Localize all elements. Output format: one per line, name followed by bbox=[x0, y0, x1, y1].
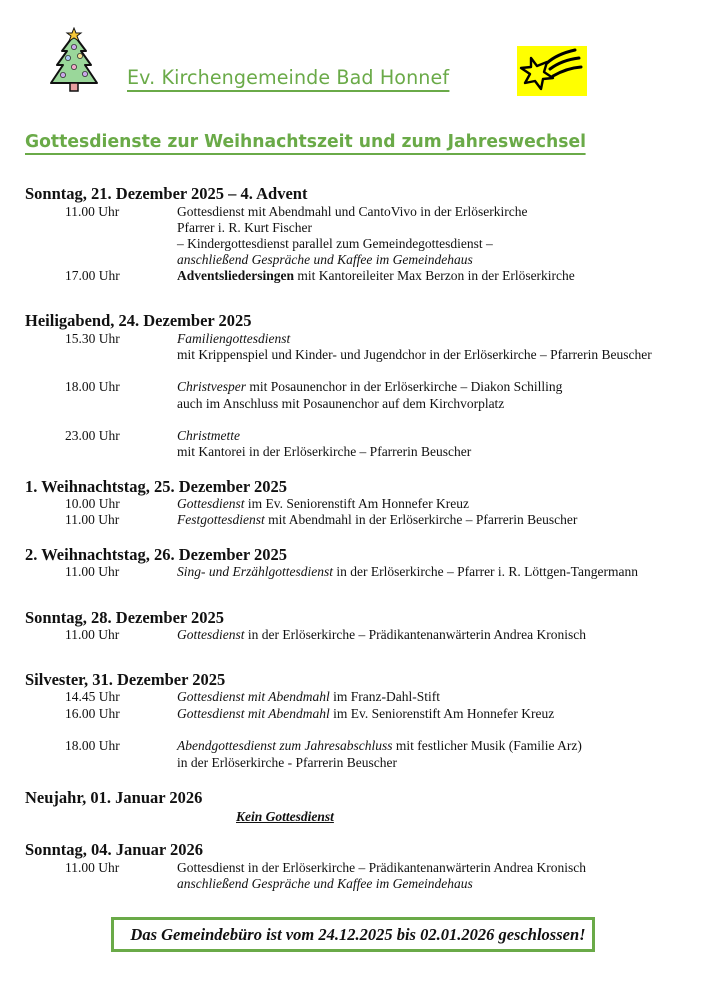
office-closed-notice bbox=[111, 917, 595, 952]
service-time: 18.00 Uhr bbox=[65, 379, 120, 394]
service-description: mit festlicher Musik (Familie Arz) bbox=[392, 738, 582, 753]
service-description: in der Erlöserkirche – Pfarrer i. R. Löttgen-Tangermann bbox=[333, 564, 638, 579]
service-description-italic: Gottesdienst bbox=[177, 496, 245, 511]
service-description-italic: Christmette bbox=[177, 428, 240, 443]
day-heading: 2. Weihnachtstag, 26. Dezember 2025 bbox=[25, 545, 287, 564]
service-description-bold: Adventsliedersingen bbox=[177, 268, 295, 283]
day-heading: Neujahr, 01. Januar 2026 bbox=[25, 788, 203, 807]
service-time: 11.00 Uhr bbox=[65, 860, 120, 875]
service-time: 10.00 Uhr bbox=[65, 496, 120, 511]
service-description-italic: Abendgottesdienst zum Jahresabschluss bbox=[177, 738, 393, 753]
service-time: 18.00 Uhr bbox=[65, 738, 120, 753]
service-description-italic: Familiengottesdienst bbox=[177, 331, 291, 346]
service-description-italic: anschließend Gespräche und Kaffee im Gemeindehaus bbox=[177, 876, 473, 891]
service-description-italic: Gottesdienst mit Abendmahl bbox=[177, 706, 330, 721]
service-description-italic: Sing- und Erzählgottesdienst bbox=[177, 564, 333, 579]
service-description: im Ev. Seniorenstift Am Honnefer Kreuz bbox=[244, 496, 469, 511]
service-description: Gottesdienst mit Abendmahl und CantoVivo in der Erlöserkirche bbox=[177, 204, 528, 219]
day-heading: Sonntag, 28. Dezember 2025 bbox=[25, 608, 225, 627]
service-description: Pfarrer i. R. Kurt Fischer bbox=[177, 220, 312, 235]
notice-text: Das Gemeindebüro ist vom 24.12.2025 bis 02.01.2026 geschlossen! bbox=[130, 924, 586, 944]
day-heading: Sonntag, 04. Januar 2026 bbox=[25, 840, 204, 859]
service-time: 11.00 Uhr bbox=[65, 512, 120, 527]
service-description: in der Erlöserkirche – Prädikantenanwärterin Andrea Kronisch bbox=[244, 627, 587, 642]
service-description-italic: Christvesper bbox=[177, 379, 246, 394]
service-time: 11.00 Uhr bbox=[65, 627, 120, 642]
service-time: 14.45 Uhr bbox=[65, 689, 120, 704]
organization-title: Ev. Kirchengemeinde Bad Honnef bbox=[127, 66, 449, 92]
service-description: im Ev. Seniorenstift Am Honnefer Kreuz bbox=[329, 706, 555, 721]
service-time: 15.30 Uhr bbox=[65, 331, 120, 346]
service-description-italic: Gottesdienst bbox=[177, 627, 245, 642]
service-description-italic: anschließend Gespräche und Kaffee im Gemeindehaus bbox=[177, 252, 473, 267]
service-description: – Kindergottesdienst parallel zum Gemeindegottesdienst – bbox=[177, 236, 493, 251]
shooting-star-icon bbox=[517, 46, 587, 96]
no-service-note: Kein Gottesdienst bbox=[236, 809, 334, 824]
service-time: 11.00 Uhr bbox=[65, 204, 120, 219]
christmas-tree-icon bbox=[48, 27, 100, 93]
service-description: Gottesdienst in der Erlöserkirche – Prädikantenanwärterin Andrea Kronisch bbox=[177, 860, 586, 875]
day-heading: 1. Weihnachtstag, 25. Dezember 2025 bbox=[25, 477, 287, 496]
service-description: mit Abendmahl in der Erlöserkirche – Pfarrerin Beuscher bbox=[264, 512, 578, 527]
service-description: im Franz-Dahl-Stift bbox=[329, 689, 440, 704]
service-description: mit Krippenspiel und Kinder- und Jugendchor in der Erlöserkirche – Pfarrerin Beuscher bbox=[177, 347, 652, 362]
service-description: mit Kantorei in der Erlöserkirche – Pfarrerin Beuscher bbox=[177, 444, 472, 459]
service-description: mit Kantoreileiter Max Berzon in der Erlöserkirche bbox=[294, 268, 575, 283]
service-time: 16.00 Uhr bbox=[65, 706, 120, 721]
service-description-italic: Gottesdienst mit Abendmahl bbox=[177, 689, 330, 704]
service-description-italic: Festgottesdienst bbox=[177, 512, 265, 527]
day-heading: Heiligabend, 24. Dezember 2025 bbox=[25, 311, 252, 330]
service-description: mit Posaunenchor in der Erlöserkirche – Diakon Schilling bbox=[246, 379, 563, 394]
service-description: auch im Anschluss mit Posaunenchor auf dem Kirchvorplatz bbox=[177, 396, 505, 411]
day-heading: Sonntag, 21. Dezember 2025 – 4. Advent bbox=[25, 184, 308, 203]
service-description: in der Erlöserkirche - Pfarrerin Beuscher bbox=[177, 755, 398, 770]
day-heading: Silvester, 31. Dezember 2025 bbox=[25, 670, 226, 689]
service-time: 17.00 Uhr bbox=[65, 268, 120, 283]
page-title: Gottesdienste zur Weihnachtszeit und zum Jahreswechsel bbox=[25, 131, 586, 155]
service-time: 11.00 Uhr bbox=[65, 564, 120, 579]
service-time: 23.00 Uhr bbox=[65, 428, 120, 443]
